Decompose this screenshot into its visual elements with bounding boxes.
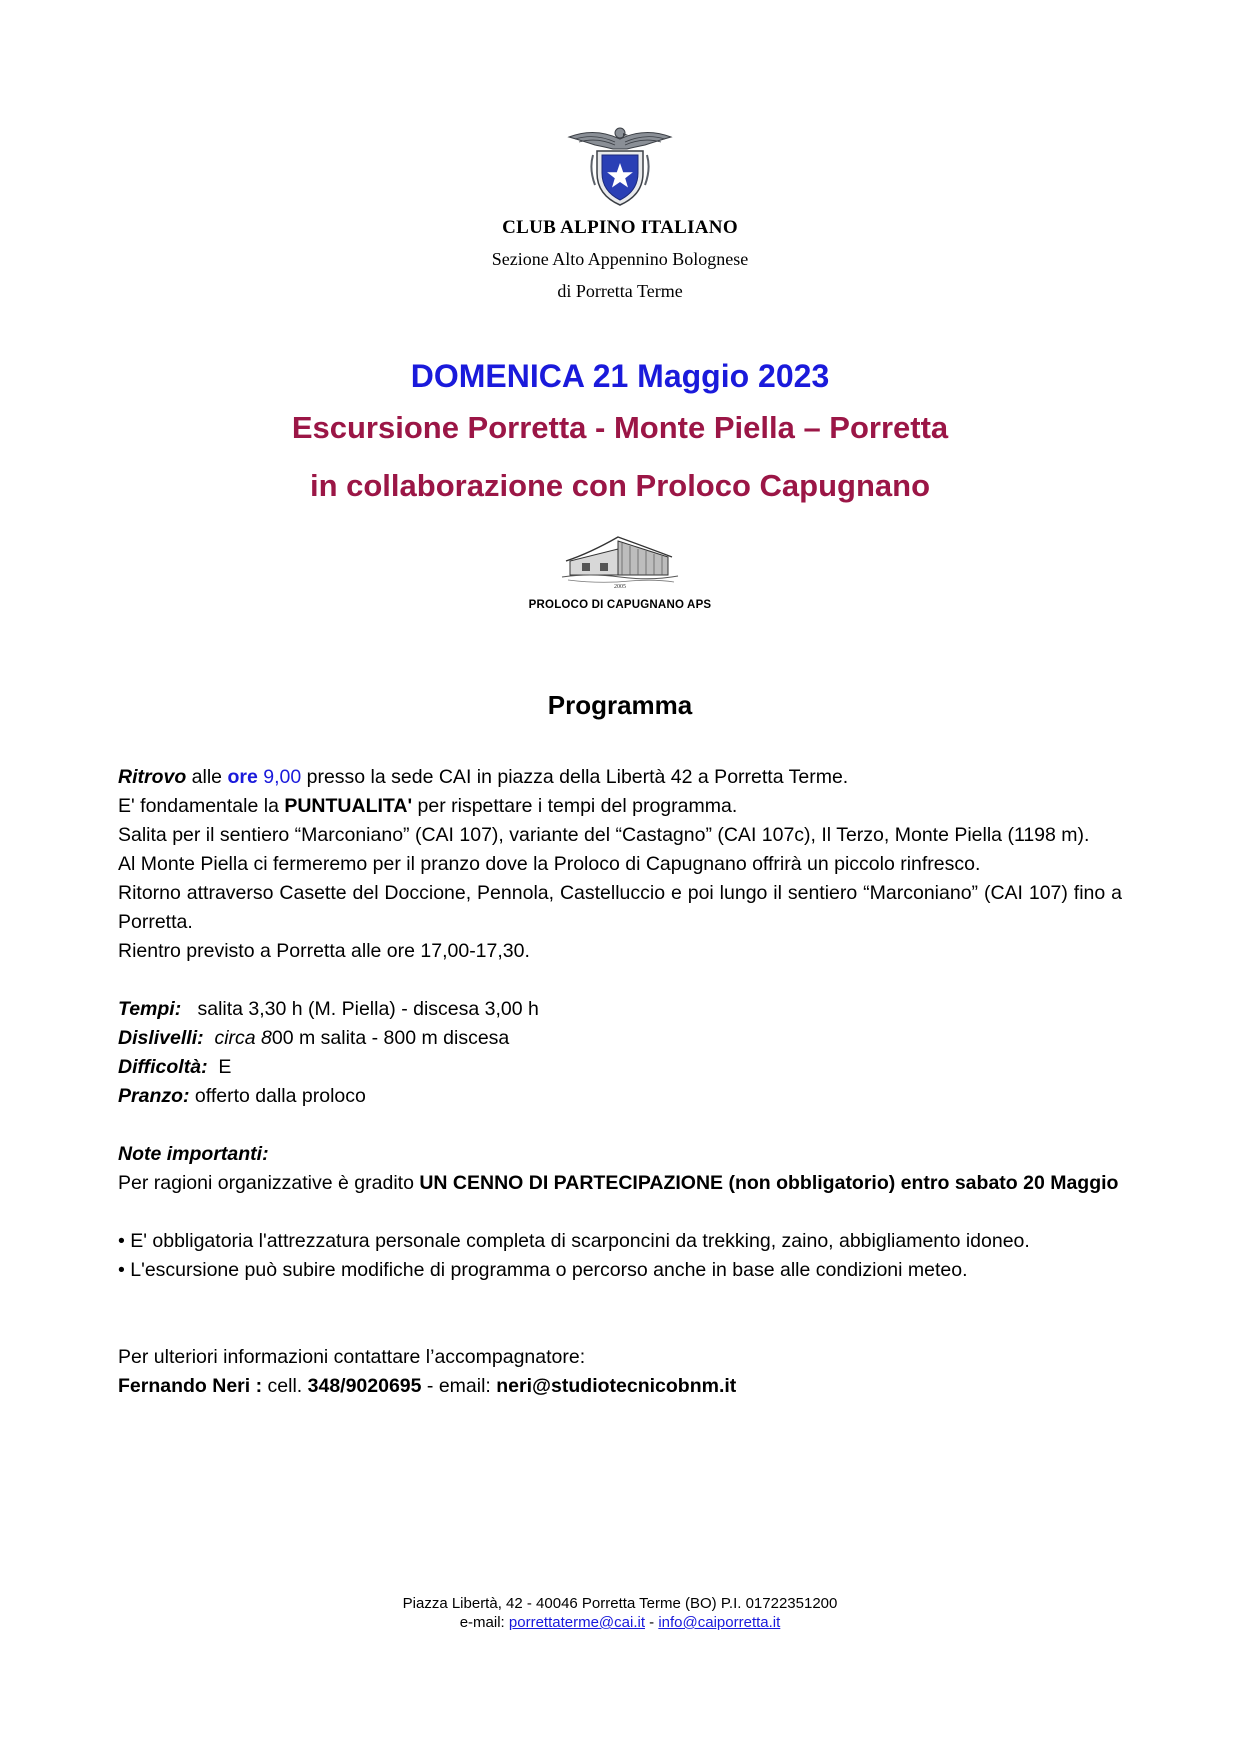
contact-email-label: - email: bbox=[421, 1375, 497, 1397]
org-name: CLUB ALPINO ITALIANO bbox=[502, 217, 738, 238]
contact-email: neri@studiotecnicobnm.it bbox=[496, 1375, 737, 1397]
tempi-label: Tempi: bbox=[118, 998, 182, 1020]
event-collaboration: in collaborazione con Proloco Capugnano bbox=[309, 468, 931, 503]
pranzo-line bbox=[118, 1082, 1122, 1111]
header bbox=[0, 125, 1240, 302]
ritrovo-pre: alle bbox=[186, 766, 228, 788]
puntualita-line bbox=[118, 792, 1122, 821]
puntualita-pre: E' fondamentale la bbox=[118, 795, 285, 817]
ritrovo-time-value: 9,00 bbox=[257, 766, 302, 788]
note-bullet-1: • E' obbligatoria l'attrezzatura personale completa di scarponcini da trekking, zaino, abbigliamento idoneo. bbox=[118, 1230, 1030, 1252]
salita-text: Salita per il sentiero “Marconiano” (CAI 107), variante del “Castagno” (CAI 107c), Il Terzo, Monte Piella (1198 m). bbox=[118, 824, 1090, 846]
ritrovo-label: Ritrovo bbox=[118, 766, 187, 788]
rientro-text: Rientro previsto a Porretta alle ore 17,00-17,30. bbox=[118, 940, 530, 962]
proloco-name: PROLOCO DI CAPUGNANO APS bbox=[528, 599, 712, 611]
programma-heading: Programma bbox=[547, 690, 693, 720]
org-location: di Porretta Terme bbox=[557, 281, 683, 301]
difficolta-value: E bbox=[218, 1056, 232, 1078]
proloco-year: 2005 bbox=[614, 584, 626, 589]
difficolta-label: Difficoltà: bbox=[118, 1056, 208, 1078]
event-title: Escursione Porretta - Monte Piella – Porretta bbox=[291, 410, 949, 445]
event-titles bbox=[0, 355, 1240, 507]
pranzo-value: offerto dalla proloco bbox=[189, 1085, 366, 1107]
contact-name: Fernando Neri : bbox=[118, 1375, 263, 1397]
tempi-line bbox=[118, 995, 1122, 1024]
note-label: Note importanti: bbox=[118, 1143, 269, 1165]
dislivelli-circa: circa 8 bbox=[214, 1027, 272, 1049]
footer-address: Piazza Libertà, 42 - 40046 Porretta Terme (BO) P.I. 01722351200 bbox=[402, 1595, 838, 1612]
footer-email-label: e-mail: bbox=[459, 1614, 509, 1631]
tempi-value: salita 3,30 h (M. Piella) - discesa 3,00 h bbox=[197, 998, 539, 1020]
contact-line bbox=[118, 1372, 1122, 1401]
footer-separator: - bbox=[645, 1614, 659, 1631]
footer-email-link-2[interactable]: info@caiporretta.it bbox=[658, 1614, 781, 1631]
footer bbox=[0, 1594, 1240, 1632]
ritrovo-line bbox=[118, 763, 1122, 792]
note-bullet-2: • L'escursione può subire modifiche di programma o percorso anche in base alle condizioni meteo. bbox=[118, 1259, 968, 1281]
ritrovo-time-word: ore bbox=[227, 766, 258, 788]
note-pre: Per ragioni organizzative è gradito bbox=[118, 1172, 420, 1194]
proloco-block bbox=[0, 527, 1240, 611]
note-text bbox=[118, 1169, 1122, 1198]
contact-intro: Per ulteriori informazioni contattare l’accompagnatore: bbox=[118, 1346, 586, 1368]
pranzo-label: Pranzo: bbox=[118, 1085, 190, 1107]
program-body bbox=[118, 763, 1122, 1401]
org-section: Sezione Alto Appennino Bolognese bbox=[491, 249, 749, 269]
footer-email-link-1[interactable]: porrettaterme@cai.it bbox=[508, 1614, 645, 1631]
ritorno-text: Ritorno attraverso Casette del Doccione, Pennola, Castelluccio e poi lungo il sentiero “Marconiano” (CAI 107) fino a Porretta. bbox=[118, 882, 1122, 933]
difficolta-line bbox=[118, 1053, 1122, 1082]
cai-logo-icon bbox=[565, 125, 675, 207]
note-bold: UN CENNO DI PARTECIPAZIONE (non obbligatorio) entro sabato 20 Maggio bbox=[419, 1172, 1119, 1194]
puntualita-bold: PUNTUALITA' bbox=[284, 795, 413, 817]
proloco-logo-icon bbox=[560, 527, 680, 589]
puntualita-post: per rispettare i tempi del programma. bbox=[412, 795, 738, 817]
contact-cell-label: cell. bbox=[262, 1375, 308, 1397]
ritrovo-post: presso la sede CAI in piazza della Libertà 42 a Porretta Terme. bbox=[301, 766, 849, 788]
dislivelli-label: Dislivelli: bbox=[118, 1027, 204, 1049]
footer-emails bbox=[0, 1613, 1240, 1632]
event-date: DOMENICA 21 Maggio 2023 bbox=[410, 358, 830, 394]
dislivelli-line bbox=[118, 1024, 1122, 1053]
pranzo-text: Al Monte Piella ci fermeremo per il pranzo dove la Proloco di Capugnano offrirà un piccolo rinfresco. bbox=[118, 853, 981, 875]
dislivelli-value: 00 m salita - 800 m discesa bbox=[271, 1027, 510, 1049]
contact-cell: 348/9020695 bbox=[307, 1375, 422, 1397]
